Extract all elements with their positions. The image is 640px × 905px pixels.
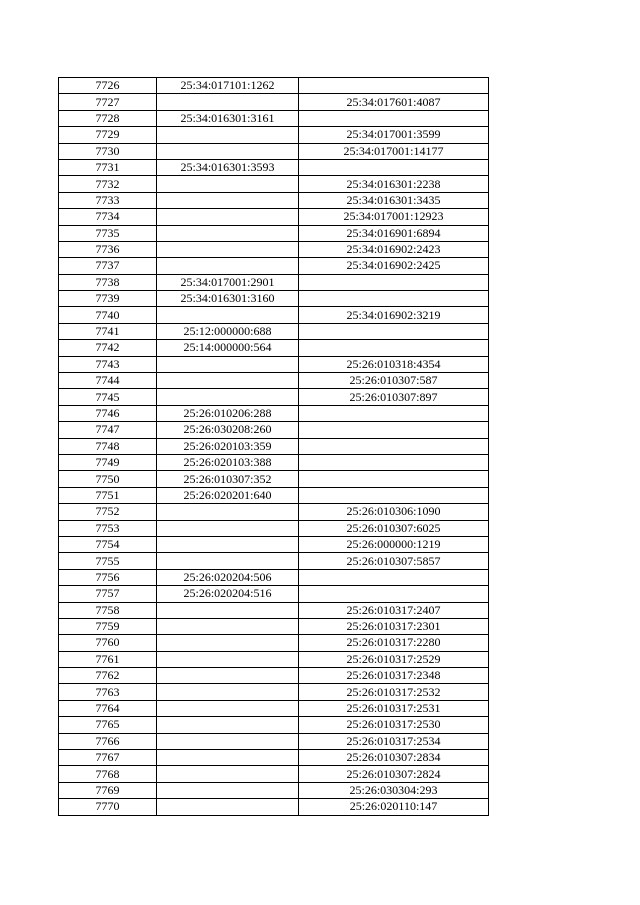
table-row [59,274,489,290]
cadastral-number-cell-b [299,487,489,503]
table-row [59,127,489,143]
table-row [59,176,489,192]
table-row [59,782,489,798]
row-number-cell: 7745 [59,389,157,405]
cadastral-number-cell-a [157,684,299,700]
row-number-cell: 7727 [59,94,157,110]
cadastral-number-cell-b [299,569,489,585]
cadastral-number-cell-b: 25:26:010307:587 [299,373,489,389]
cadastral-number-cell-a [157,553,299,569]
cadastral-number-cell-b: 25:26:010317:2280 [299,635,489,651]
row-number-cell: 7738 [59,274,157,290]
table-row [59,635,489,651]
cadastral-number-cell-a [157,733,299,749]
cadastral-number-cell-a: 25:34:017101:1262 [157,78,299,94]
table-row [59,258,489,274]
table-row [59,684,489,700]
row-number-cell: 7750 [59,471,157,487]
table-row [59,110,489,126]
row-number-cell: 7743 [59,356,157,372]
cadastral-number-cell-a [157,668,299,684]
cadastral-number-cell-b [299,454,489,470]
cadastral-number-cell-b [299,274,489,290]
cadastral-number-cell-b: 25:34:016902:2423 [299,241,489,257]
cadastral-number-cell-a [157,307,299,323]
table-row [59,504,489,520]
cadastral-number-cell-b: 25:26:010317:2529 [299,651,489,667]
table-row [59,717,489,733]
cadastral-number-cell-a [157,799,299,815]
row-number-cell: 7734 [59,209,157,225]
cadastral-number-cell-b: 25:26:010317:2532 [299,684,489,700]
table-row [59,553,489,569]
row-number-cell: 7744 [59,373,157,389]
cadastral-number-cell-a [157,94,299,110]
table-row [59,356,489,372]
row-number-cell: 7770 [59,799,157,815]
table-row [59,291,489,307]
cadastral-number-cell-b: 25:26:010307:5857 [299,553,489,569]
cadastral-number-cell-a [157,766,299,782]
cadastral-number-cell-b: 25:34:017001:14177 [299,143,489,159]
row-number-cell: 7755 [59,553,157,569]
row-number-cell: 7757 [59,586,157,602]
cadastral-number-cell-a [157,536,299,552]
row-number-cell: 7753 [59,520,157,536]
cadastral-number-cell-b [299,340,489,356]
row-number-cell: 7761 [59,651,157,667]
cadastral-number-cell-b [299,405,489,421]
cadastral-number-cell-a: 25:14:000000:564 [157,340,299,356]
table-row [59,487,489,503]
table-row [59,143,489,159]
cadastral-number-cell-a [157,241,299,257]
cadastral-number-cell-b [299,78,489,94]
cadastral-number-cell-b [299,323,489,339]
table-row [59,94,489,110]
cadastral-number-cell-a: 25:12:000000:688 [157,323,299,339]
table-row [59,651,489,667]
cadastral-number-cell-a: 25:26:020103:359 [157,438,299,454]
row-number-cell: 7731 [59,159,157,175]
table-row [59,799,489,815]
row-number-cell: 7735 [59,225,157,241]
cadastral-number-cell-a [157,602,299,618]
table-row [59,159,489,175]
cadastral-number-cell-b: 25:34:016901:6894 [299,225,489,241]
table-row [59,766,489,782]
cadastral-number-cell-b [299,471,489,487]
table-row [59,438,489,454]
table-row [59,192,489,208]
row-number-cell: 7742 [59,340,157,356]
cadastral-number-cell-b: 25:26:010307:2834 [299,750,489,766]
cadastral-number-cell-b: 25:26:010317:2530 [299,717,489,733]
cadastral-number-cell-a: 25:34:016301:3593 [157,159,299,175]
cadastral-number-cell-a [157,504,299,520]
cadastral-number-cell-b: 25:26:010307:6025 [299,520,489,536]
row-number-cell: 7748 [59,438,157,454]
cadastral-number-cell-b: 25:26:010317:2534 [299,733,489,749]
cadastral-number-cell-b: 25:26:010307:2824 [299,766,489,782]
cadastral-number-cell-a [157,782,299,798]
table-row [59,323,489,339]
cadastral-number-cell-a [157,192,299,208]
row-number-cell: 7749 [59,454,157,470]
table-row [59,750,489,766]
table-row [59,586,489,602]
cadastral-number-cell-b [299,110,489,126]
row-number-cell: 7740 [59,307,157,323]
row-number-cell: 7754 [59,536,157,552]
cadastral-number-cell-a [157,209,299,225]
table-row [59,668,489,684]
table-row [59,454,489,470]
row-number-cell: 7752 [59,504,157,520]
document-sheet [58,77,489,816]
row-number-cell: 7766 [59,733,157,749]
row-number-cell: 7767 [59,750,157,766]
row-number-cell: 7760 [59,635,157,651]
cadastral-number-cell-b: 25:26:010317:2531 [299,700,489,716]
table-row [59,733,489,749]
table-row [59,389,489,405]
row-number-cell: 7751 [59,487,157,503]
cadastral-number-cell-a [157,717,299,733]
cadastral-number-cell-b: 25:26:030304:293 [299,782,489,798]
table-body [59,78,489,816]
table-row [59,373,489,389]
row-number-cell: 7728 [59,110,157,126]
table-row [59,422,489,438]
cadastral-number-cell-a [157,356,299,372]
row-number-cell: 7729 [59,127,157,143]
row-number-cell: 7764 [59,700,157,716]
cadastral-number-cell-a [157,750,299,766]
row-number-cell: 7765 [59,717,157,733]
cadastral-number-cell-b [299,291,489,307]
cadastral-number-cell-b: 25:34:017001:12923 [299,209,489,225]
cadastral-number-cell-a: 25:34:016301:3160 [157,291,299,307]
cadastral-number-cell-b: 25:34:016301:3435 [299,192,489,208]
row-number-cell: 7739 [59,291,157,307]
table-row [59,241,489,257]
cadastral-number-cell-b: 25:34:016902:3219 [299,307,489,323]
table-row [59,340,489,356]
cadastral-number-cell-b [299,159,489,175]
row-number-cell: 7763 [59,684,157,700]
cadastral-number-cell-b: 25:26:010307:897 [299,389,489,405]
cadastral-number-cell-a [157,225,299,241]
cadastral-number-cell-a [157,176,299,192]
cadastral-number-cell-a [157,635,299,651]
row-number-cell: 7730 [59,143,157,159]
row-number-cell: 7726 [59,78,157,94]
row-number-cell: 7737 [59,258,157,274]
row-number-cell: 7732 [59,176,157,192]
cadastral-table [58,77,489,816]
cadastral-number-cell-b [299,586,489,602]
cadastral-number-cell-a [157,389,299,405]
row-number-cell: 7733 [59,192,157,208]
cadastral-number-cell-a: 25:26:030208:260 [157,422,299,438]
cadastral-number-cell-a: 25:26:010307:352 [157,471,299,487]
row-number-cell: 7741 [59,323,157,339]
table-row [59,700,489,716]
table-row [59,78,489,94]
row-number-cell: 7768 [59,766,157,782]
cadastral-number-cell-b: 25:34:016902:2425 [299,258,489,274]
cadastral-number-cell-a: 25:34:016301:3161 [157,110,299,126]
cadastral-number-cell-b: 25:26:010306:1090 [299,504,489,520]
row-number-cell: 7746 [59,405,157,421]
table-row [59,520,489,536]
table-row [59,307,489,323]
cadastral-number-cell-b: 25:26:000000:1219 [299,536,489,552]
table-row [59,536,489,552]
row-number-cell: 7756 [59,569,157,585]
cadastral-number-cell-a [157,618,299,634]
cadastral-number-cell-a: 25:34:017001:2901 [157,274,299,290]
cadastral-number-cell-a: 25:26:020204:506 [157,569,299,585]
cadastral-number-cell-a [157,373,299,389]
cadastral-number-cell-b: 25:26:020110:147 [299,799,489,815]
cadastral-number-cell-b: 25:34:017601:4087 [299,94,489,110]
row-number-cell: 7747 [59,422,157,438]
cadastral-number-cell-a: 25:26:020103:388 [157,454,299,470]
cadastral-number-cell-b: 25:34:017001:3599 [299,127,489,143]
cadastral-number-cell-a [157,520,299,536]
table-row [59,602,489,618]
cadastral-number-cell-b: 25:34:016301:2238 [299,176,489,192]
cadastral-number-cell-b [299,438,489,454]
cadastral-number-cell-b: 25:26:010317:2301 [299,618,489,634]
cadastral-number-cell-a [157,700,299,716]
table-row [59,405,489,421]
table-row [59,618,489,634]
row-number-cell: 7762 [59,668,157,684]
cadastral-number-cell-a: 25:26:010206:288 [157,405,299,421]
cadastral-number-cell-a: 25:26:020201:640 [157,487,299,503]
row-number-cell: 7759 [59,618,157,634]
cadastral-number-cell-b: 25:26:010317:2407 [299,602,489,618]
cadastral-number-cell-a [157,258,299,274]
cadastral-number-cell-b [299,422,489,438]
row-number-cell: 7758 [59,602,157,618]
row-number-cell: 7769 [59,782,157,798]
table-row [59,569,489,585]
row-number-cell: 7736 [59,241,157,257]
cadastral-number-cell-a [157,651,299,667]
cadastral-number-cell-b: 25:26:010317:2348 [299,668,489,684]
cadastral-number-cell-b: 25:26:010318:4354 [299,356,489,372]
table-row [59,225,489,241]
table-row [59,471,489,487]
cadastral-number-cell-a [157,143,299,159]
table-row [59,209,489,225]
cadastral-number-cell-a [157,127,299,143]
cadastral-number-cell-a: 25:26:020204:516 [157,586,299,602]
